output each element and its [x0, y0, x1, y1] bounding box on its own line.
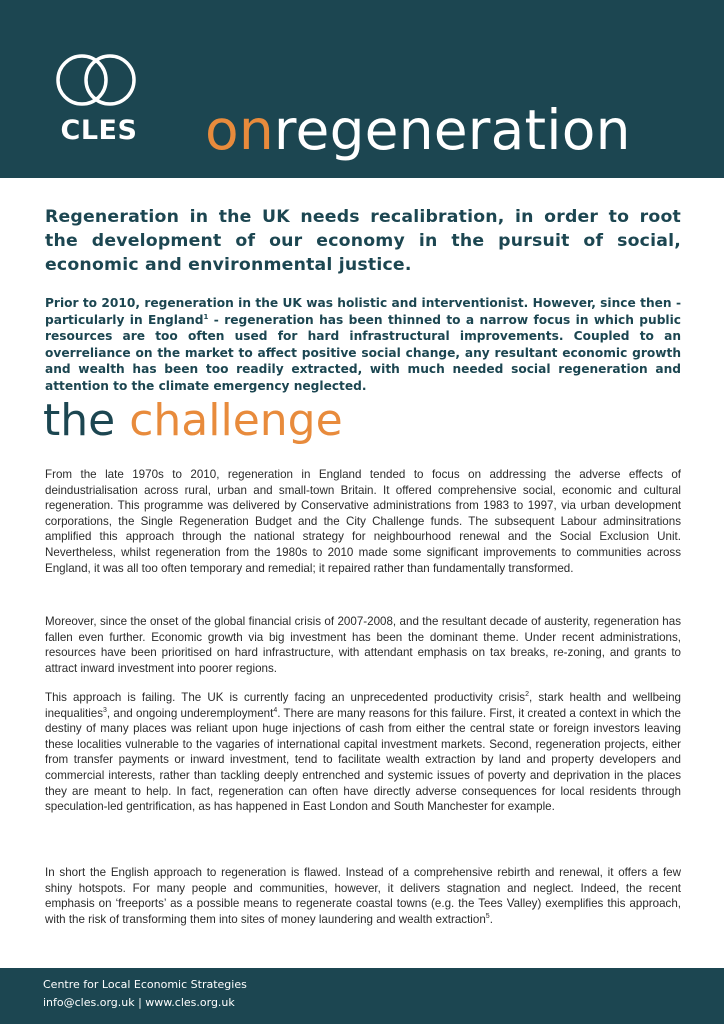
p3-text-b: , stark health and wellbeing inequalities	[45, 691, 681, 720]
footnote-ref: 3	[103, 706, 107, 714]
p3-text-a: This approach is failing. The UK is currently facing an unprecedented productivity crisis	[45, 691, 526, 704]
heading-word-2: challenge	[129, 395, 343, 446]
p3-text-c: , and ongoing underemployment	[106, 706, 274, 720]
body-paragraph-2: Moreover, since the onset of the global financial crisis of 2007-2008, and the resultant decade of austerity, regeneration has fallen even further. Economic growth via big investment has been the dominant theme. Under recent administrations, resources have been prioritised on hard infrastructure, with attendant emphasis on tax breaks, re-zoning, and grants to attract inward investment into poorer regions.	[45, 615, 681, 675]
intro-paragraph	[45, 295, 681, 394]
masthead-suffix: regeneration	[273, 98, 631, 162]
body-paragraph-3	[45, 690, 681, 815]
section-heading	[43, 395, 343, 446]
p3-text-d: . There are many reasons for this failure. First, it created a context in which the destiny of many places was reliant upon huge injections of cash from either the central state or foreign investors leaving these localities vulnerable to the vagaries of international capital investment markets. Second, regeneration projects, either from transfer payments or inward investment, tend to facilitate wealth extraction by land and property developers and commercial interests, rather than tackling deeply entrenched and systemic issues of poverty and deprivation in the places they are meant to help. In fact, regeneration can often have directly adverse consequences for local residents through speculation-led gentrification, as has happened in East London and South Manchester for example.	[45, 706, 682, 814]
footer-banner	[0, 968, 724, 1024]
footer-organisation: Centre for Local Economic Strategies	[43, 978, 247, 991]
intro-text-2: - regeneration has been thinned to a narrow focus in which public resources are too often used for hard infrastructural improvements. Coupled to an overreliance on the market to affect positive social change, any resultant economic growth and wealth has been too readily extracted, with much needed social regeneration and attention to the climate emergency neglected.	[45, 312, 682, 393]
cles-logo	[52, 52, 142, 144]
footnote-ref: 5	[485, 912, 490, 920]
footnote-ref: 1	[203, 312, 209, 321]
body-paragraph-4	[45, 865, 681, 927]
logo-text: CLES	[60, 115, 138, 146]
intro-text-1: Prior to 2010, regeneration in the UK was holistic and interventionist. However, since then - particularly in England	[45, 296, 681, 327]
footnote-ref: 2	[525, 691, 530, 699]
rings-icon	[52, 52, 142, 112]
lead-statement: Regeneration in the UK needs recalibration, in order to root the development of our economy in the pursuit of social, economic and environmental justice.	[45, 207, 681, 275]
masthead-prefix: on	[205, 98, 274, 162]
footnote-ref: 4	[273, 706, 278, 714]
heading-word-1: the	[43, 395, 116, 446]
footer-contact: info@cles.org.uk | www.cles.org.uk	[43, 996, 235, 1009]
p4-text-a: In short the English approach to regeneration is flawed. Instead of a comprehensive rebirth and renewal, it offers a few shiny hotspots. For many people and communities, however, it delivers stagnation and neglect. Indeed, the recent emphasis on ‘freeports’ as a possible means to regenerate coastal towns (e.g. the Tees Valley) exemplifies this approach, with the risk of transforming them into sites of money laundering and wealth extraction	[45, 866, 681, 926]
p4-text-b: .	[489, 912, 493, 926]
masthead-title	[205, 98, 631, 162]
header-banner	[0, 0, 724, 178]
body-paragraph-1: From the late 1970s to 2010, regeneration in England tended to focus on addressing the adverse effects of deindustrialisation across rural, urban and small-town Britain. It offered comprehensive social, economic and cultural regeneration. This programme was delivered by Conservative administrations from 1983 to 1997, via urban development corporations, the Single Regeneration Budget and the City Challenge funds. The subsequent Labour adminsitrations amplified this approach through the national strategy for neighbourhood renewal and the Social Exclusion Unit. Nevertheless, whilst regeneration from the 1980s to 2010 made some significant improvements to communities across England, it was all too often temporary and remedial; it repaired rather than fundamentally transformed.	[45, 468, 681, 575]
